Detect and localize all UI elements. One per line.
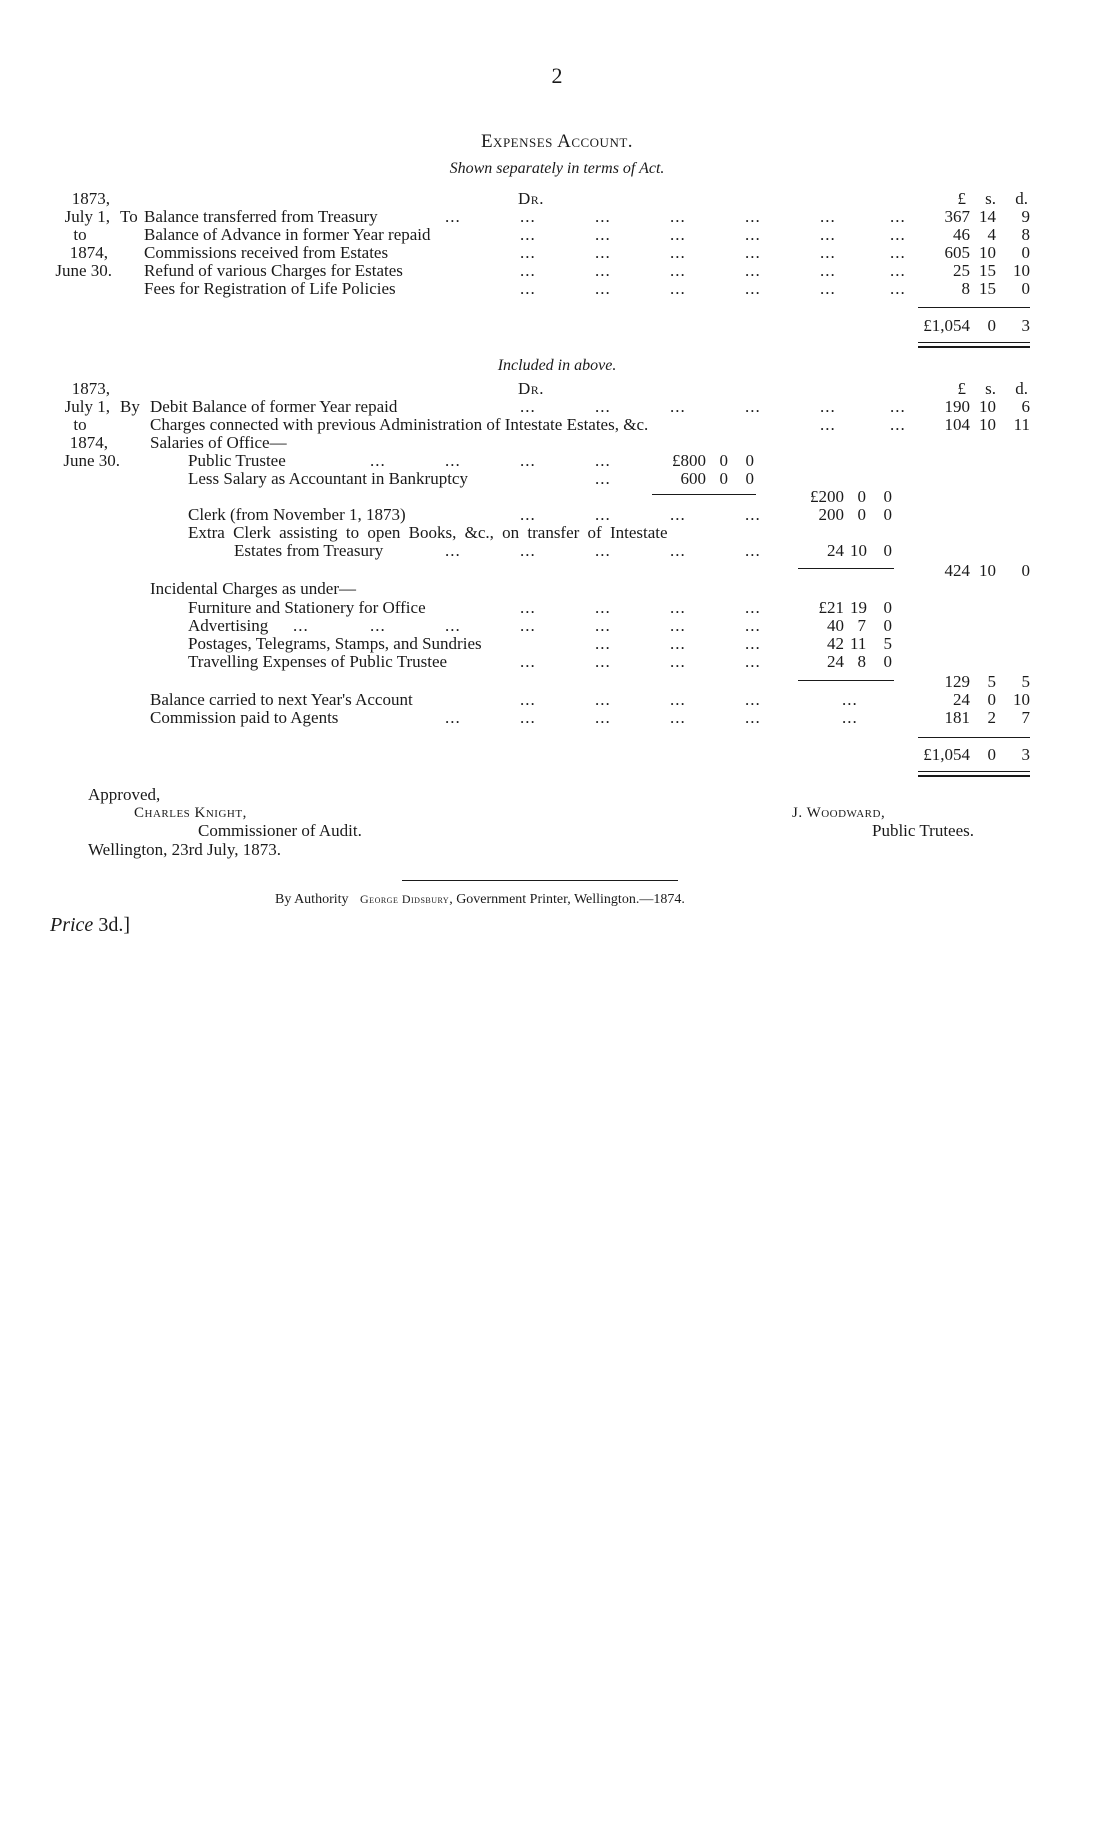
s1-item-pence: 8 (1021, 225, 1030, 244)
price-value: 3d. (98, 914, 124, 936)
s2-leader: ... (293, 616, 309, 635)
s2-incidentals-total-shillings: 5 (987, 672, 996, 691)
s2-incidental-pounds: 24 (827, 652, 844, 671)
s2-leader: ... (520, 451, 536, 470)
s2-salaries-total-pounds: 424 (944, 561, 970, 580)
s1-shilling-header: s. (985, 189, 996, 208)
s2-salaries-heading: Salaries of Office— (150, 433, 287, 452)
s2-leader: ... (520, 505, 536, 524)
s1-item-shillings: 15 (979, 261, 996, 280)
s2-leader: ... (520, 598, 536, 617)
s2-less-salary-label: Less Salary as Accountant in Bankruptcy (188, 469, 468, 488)
s2-debit-balance-shillings: 10 (979, 397, 996, 416)
s1-leader: ... (890, 279, 906, 298)
s2-debit-balance-label: Debit Balance of former Year repaid (150, 397, 398, 416)
imprint-by-authority: By Authority (275, 892, 349, 907)
s1-leader: ... (595, 279, 611, 298)
s1-total-double-rule (918, 342, 1030, 348)
trustee-name: J. Woodward, (792, 805, 886, 821)
s1-item-shillings: 15 (979, 279, 996, 298)
s1-date-line: 1874, (69, 243, 108, 262)
page-number: 2 (551, 63, 563, 88)
s2-incidentals-total-pounds: 129 (944, 672, 970, 691)
s1-leader: ... (820, 261, 836, 280)
s2-incidental-shillings: 7 (857, 616, 866, 635)
s1-leader: ... (820, 207, 836, 226)
s2-public-trustee-pounds: £800 (672, 451, 706, 470)
s2-incidentals-rule (798, 680, 894, 681)
s2-leader: ... (445, 451, 461, 470)
price-label: Price (50, 914, 94, 936)
s2-less-salary-pounds: 600 (680, 469, 706, 488)
s2-extra-clerk-label-2: Estates from Treasury (234, 541, 384, 560)
s1-item-label: Fees for Registration of Life Policies (144, 279, 396, 298)
s2-incidental-label: Furniture and Stationery for Office (188, 598, 426, 617)
s1-item-label: Balance transferred from Treasury (144, 207, 378, 226)
s1-item-pounds: 367 (944, 207, 970, 226)
s1-leader: ... (595, 243, 611, 262)
s1-item-pence: 10 (1013, 261, 1030, 280)
s2-leader: ... (595, 708, 611, 727)
s2-leader: ... (842, 690, 858, 709)
s2-incidental-shillings: 19 (850, 598, 867, 617)
s2-incidentals-total-pence: 5 (1021, 672, 1030, 691)
s2-leader: ... (670, 690, 686, 709)
s2-leader: ... (445, 541, 461, 560)
s1-item-pounds: 46 (953, 225, 970, 244)
s2-leader: ... (595, 505, 611, 524)
s2-leader: ... (820, 397, 836, 416)
s1-total-shillings: 0 (987, 316, 996, 335)
s1-leader: ... (595, 225, 611, 244)
s2-incidental-label: Travelling Expenses of Public Trustee (188, 652, 448, 671)
s2-leader: ... (445, 616, 461, 635)
s1-item-shillings: 4 (987, 225, 996, 244)
s2-date-line: July 1, (64, 397, 110, 416)
s2-leader: ... (670, 598, 686, 617)
s2-incidental-heading: Incidental Charges as under— (150, 579, 356, 598)
s2-leader: ... (370, 616, 386, 635)
price-bracket: ] (123, 914, 130, 936)
s1-leader: ... (745, 279, 761, 298)
s2-leader: ... (595, 541, 611, 560)
page-subtitle: Shown separately in terms of Act. (449, 160, 665, 177)
s2-leader: ... (890, 397, 906, 416)
s2-leader: ... (595, 469, 611, 488)
s2-leader: ... (595, 652, 611, 671)
s2-date-line: to (73, 415, 87, 434)
s1-item-label: Refund of various Charges for Estates (144, 261, 403, 280)
s2-leader: ... (745, 616, 761, 635)
s2-leader: ... (842, 708, 858, 727)
s1-leader: ... (670, 225, 686, 244)
s2-leader: ... (670, 708, 686, 727)
s2-incidental-pounds: 40 (827, 616, 844, 635)
s2-total-shillings: 0 (987, 745, 996, 764)
s2-leader: ... (745, 652, 761, 671)
s1-leader: ... (745, 261, 761, 280)
s2-charges-previous-pence: 11 (1013, 415, 1030, 434)
s2-clerk-label: Clerk (from November 1, 1873) (188, 505, 406, 524)
s1-leader: ... (890, 243, 906, 262)
s2-incidental-label: Advertising (188, 616, 269, 635)
s1-item-pounds: 25 (953, 261, 970, 280)
imprint-rest: , Government Printer, Wellington.—1874. (449, 892, 685, 907)
s2-leader: ... (745, 598, 761, 617)
page-title: Expenses Account. (480, 131, 634, 152)
s2-incidental-pence: 0 (883, 598, 892, 617)
s2-leader: ... (520, 541, 536, 560)
imprint-printer: George Didsbury (360, 892, 450, 906)
s1-leader: ... (890, 207, 906, 226)
s2-leader: ... (445, 708, 461, 727)
s2-charges-previous-shillings: 10 (979, 415, 996, 434)
s1-item-pence: 0 (1021, 279, 1030, 298)
s1-leader: ... (520, 261, 536, 280)
s2-leader: ... (745, 708, 761, 727)
s2-leader: ... (890, 415, 906, 434)
s1-item-pence: 0 (1021, 243, 1030, 262)
s2-public-trustee-shillings: 0 (719, 451, 728, 470)
s2-total-rule (918, 737, 1030, 738)
s1-item-pence: 9 (1021, 207, 1030, 226)
s2-charges-previous-pounds: 104 (944, 415, 970, 434)
s2-incidental-pounds: 42 (827, 634, 844, 653)
s1-total-rule (918, 307, 1030, 308)
s2-net-trustee-pence: 0 (883, 487, 892, 506)
s2-leader: ... (595, 451, 611, 470)
s2-by-prefix: By (120, 397, 140, 416)
s2-date-line: June 30. (63, 451, 120, 470)
s1-date-line: June 30. (55, 261, 112, 280)
place-date: Wellington, 23rd July, 1873. (88, 840, 282, 859)
s2-pence-header: d. (1015, 379, 1028, 398)
s2-incidental-shillings: 11 (850, 634, 867, 653)
s2-incidental-pounds: £21 (818, 598, 844, 617)
s1-leader: ... (670, 243, 686, 262)
s1-item-pounds: 8 (961, 279, 970, 298)
s1-item-pounds: 605 (944, 243, 970, 262)
s2-less-salary-shillings: 0 (719, 469, 728, 488)
s2-leader: ... (670, 652, 686, 671)
s2-leader: ... (520, 652, 536, 671)
s2-incidental-pence: 5 (883, 634, 892, 653)
s1-leader: ... (745, 207, 761, 226)
s1-total-pence: 3 (1021, 316, 1030, 335)
s1-leader: ... (890, 261, 906, 280)
s1-leader: ... (820, 243, 836, 262)
s1-leader: ... (890, 225, 906, 244)
s2-leader: ... (520, 616, 536, 635)
s2-shilling-header: s. (985, 379, 996, 398)
s2-commission-agents-pence: 7 (1021, 708, 1030, 727)
s2-net-trustee-shillings: 0 (857, 487, 866, 506)
price (50, 914, 130, 936)
s2-leader: ... (595, 397, 611, 416)
s1-item-shillings: 14 (979, 207, 996, 226)
s1-date-line: 1873, (71, 189, 110, 208)
s1-leader: ... (670, 207, 686, 226)
s2-balance-carried-label: Balance carried to next Year's Account (150, 690, 413, 709)
s1-date-line: July 1, (64, 207, 110, 226)
s2-salaries-total-pence: 0 (1021, 561, 1030, 580)
s1-pound-header: £ (957, 189, 966, 208)
s2-net-trustee-pounds: £200 (810, 487, 844, 506)
s1-leader: ... (520, 279, 536, 298)
s2-total-pence: 3 (1021, 745, 1030, 764)
s1-dr-label: Dr. (518, 189, 545, 208)
approved-label: Approved, (88, 785, 161, 804)
s2-less-salary-pence: 0 (745, 469, 754, 488)
s2-balance-carried-shillings: 0 (987, 690, 996, 709)
s1-item-label: Balance of Advance in former Year repaid (144, 225, 431, 244)
s2-leader: ... (745, 690, 761, 709)
s1-leader: ... (820, 225, 836, 244)
s2-clerk-pounds: 200 (818, 505, 844, 524)
s2-date-line: 1874, (69, 433, 108, 452)
s2-clerk-pence: 0 (883, 505, 892, 524)
s2-extra-clerk-shillings: 10 (850, 541, 867, 560)
s1-leader: ... (445, 207, 461, 226)
s1-leader: ... (520, 243, 536, 262)
s2-leader: ... (745, 634, 761, 653)
s1-leader: ... (520, 225, 536, 244)
s2-leader: ... (595, 690, 611, 709)
s2-leader: ... (595, 598, 611, 617)
s1-leader: ... (670, 261, 686, 280)
s2-salaries-total-shillings: 10 (979, 561, 996, 580)
s2-extra-clerk-pounds: 24 (827, 541, 844, 560)
s2-commission-agents-label: Commission paid to Agents (150, 708, 339, 727)
s2-leader: ... (520, 708, 536, 727)
s1-leader: ... (520, 207, 536, 226)
s2-commission-agents-pounds: 181 (944, 708, 970, 727)
s1-leader: ... (670, 279, 686, 298)
s1-item-shillings: 10 (979, 243, 996, 262)
s2-leader: ... (745, 505, 761, 524)
s2-incidental-shillings: 8 (857, 652, 866, 671)
auditor-name: Charles Knight, (134, 805, 247, 821)
s2-dr-label: Dr. (518, 379, 545, 398)
s2-debit-balance-pence: 6 (1021, 397, 1030, 416)
s2-leader: ... (520, 690, 536, 709)
s2-leader: ... (595, 634, 611, 653)
s2-public-trustee-pence: 0 (745, 451, 754, 470)
s1-leader: ... (595, 207, 611, 226)
imprint-rule (402, 880, 678, 881)
s1-leader: ... (595, 261, 611, 280)
s2-public-trustee-label: Public Trustee (188, 451, 286, 470)
s2-leader: ... (670, 505, 686, 524)
s2-salary-sub-rule (652, 494, 756, 495)
imprint (275, 890, 685, 909)
s1-leader: ... (820, 279, 836, 298)
s2-clerk-shillings: 0 (857, 505, 866, 524)
s2-leader: ... (520, 397, 536, 416)
s2-leader: ... (670, 616, 686, 635)
s1-item-label: Commissions received from Estates (144, 243, 389, 262)
s2-balance-carried-pence: 10 (1013, 690, 1030, 709)
s2-debit-balance-pounds: 190 (944, 397, 970, 416)
s2-incidental-pence: 0 (883, 652, 892, 671)
s2-extra-clerk-label-1: Extra Clerk assisting to open Books, &c., on transfer of Intestate (188, 523, 668, 542)
s2-pound-header: £ (957, 379, 966, 398)
s2-total-pounds: £1,054 (923, 745, 970, 764)
s2-leader: ... (670, 634, 686, 653)
s2-extra-clerk-pence: 0 (883, 541, 892, 560)
s2-salaries-rule (798, 568, 894, 569)
s2-leader: ... (820, 415, 836, 434)
s1-leader: ... (745, 225, 761, 244)
trustee-title: Public Trutees. (872, 821, 975, 840)
s2-leader: ... (745, 541, 761, 560)
s2-date-line: 1873, (71, 379, 110, 398)
s2-heading: Included in above. (497, 357, 617, 374)
s1-total-pounds: £1,054 (923, 316, 970, 335)
s2-incidental-pence: 0 (883, 616, 892, 635)
s2-charges-previous-label: Charges connected with previous Administration of Intestate Estates, &c. (150, 415, 649, 434)
s2-commission-agents-shillings: 2 (987, 708, 996, 727)
s1-date-line: to (73, 225, 87, 244)
s2-leader: ... (745, 397, 761, 416)
s2-balance-carried-pounds: 24 (953, 690, 970, 709)
s1-pence-header: d. (1015, 189, 1028, 208)
s1-to-prefix: To (120, 207, 138, 226)
s2-leader: ... (370, 451, 386, 470)
s2-leader: ... (670, 541, 686, 560)
s2-leader: ... (595, 616, 611, 635)
s2-total-double-rule (918, 771, 1030, 777)
s2-incidental-label: Postages, Telegrams, Stamps, and Sundries (188, 634, 482, 653)
s2-leader: ... (670, 397, 686, 416)
s1-leader: ... (745, 243, 761, 262)
auditor-title: Commissioner of Audit. (198, 821, 362, 840)
